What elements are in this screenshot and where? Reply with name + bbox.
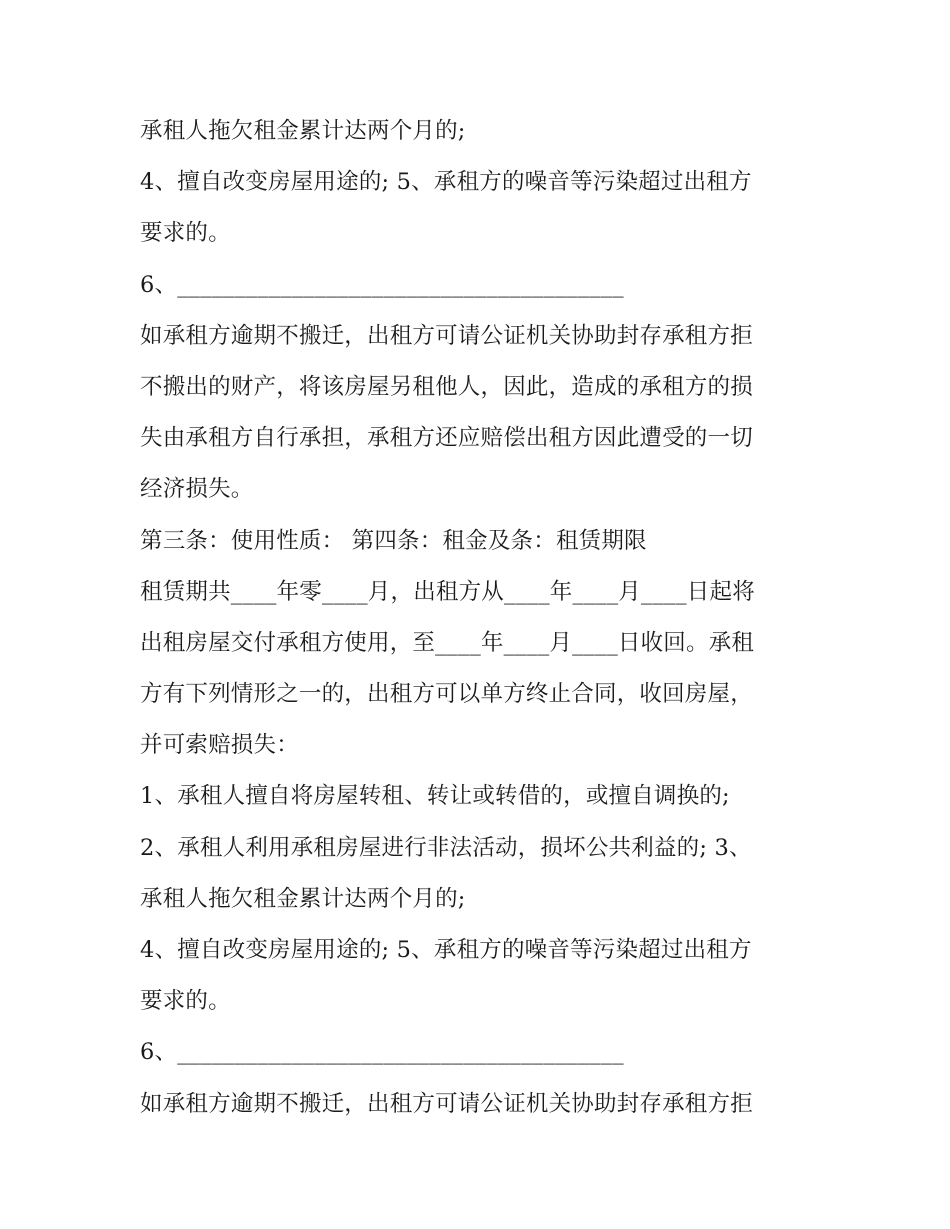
text-line-15: 2、承租人利用承租房屋进行非法活动，损坏公共利益的; 3、 xyxy=(140,834,752,861)
text-line-13: 并可索赔损失： xyxy=(140,732,299,759)
text-line-9: 第三条：使用性质： 第四条：租金及条：租赁期限 xyxy=(140,527,647,554)
text-line-6: 不搬出的财产，将该房屋另租他人，因此，造成的承租方的损 xyxy=(140,373,753,400)
text-line-18: 要求的。 xyxy=(140,988,231,1015)
text-line-8: 经济损失。 xyxy=(140,476,254,503)
text-line-10: 租赁期共____年零____月，出租方从____年____月____日起将 xyxy=(140,578,755,605)
text-line-20: 如承租方逾期不搬迁，出租方可请公证机关协助封存承租方拒 xyxy=(140,1090,753,1117)
document-body xyxy=(140,106,830,1130)
text-line-5: 如承租方逾期不搬迁，出租方可请公证机关协助封存承租方拒 xyxy=(140,322,753,349)
text-line-17: 4、擅自改变房屋用途的; 5、承租方的噪音等污染超过出租方 xyxy=(140,937,752,963)
text-line-12: 方有下列情形之一的，出租方可以单方终止合同，收回房屋， xyxy=(140,681,753,708)
text-line-2: 4、擅自改变房屋用途的; 5、承租方的噪音等污染超过出租方 xyxy=(140,169,752,196)
text-line-4: 6、_______________________________________ xyxy=(140,271,624,298)
text-line-11: 出租房屋交付承租方使用，至____年____月____日收回。承租 xyxy=(140,629,755,656)
text-line-3: 要求的。 xyxy=(140,220,231,247)
text-line-1: 承租人拖欠租金累计达两个月的; xyxy=(140,118,466,144)
text-line-14: 1、承租人擅自将房屋转租、转让或转借的，或擅自调换的; xyxy=(140,783,730,810)
text-line-16: 承租人拖欠租金累计达两个月的; xyxy=(140,885,466,912)
text-line-7: 失由承租方自行承担，承租方还应赔偿出租方因此遭受的一切 xyxy=(140,425,753,452)
text-line-19: 6、_______________________________________ xyxy=(140,1039,624,1066)
